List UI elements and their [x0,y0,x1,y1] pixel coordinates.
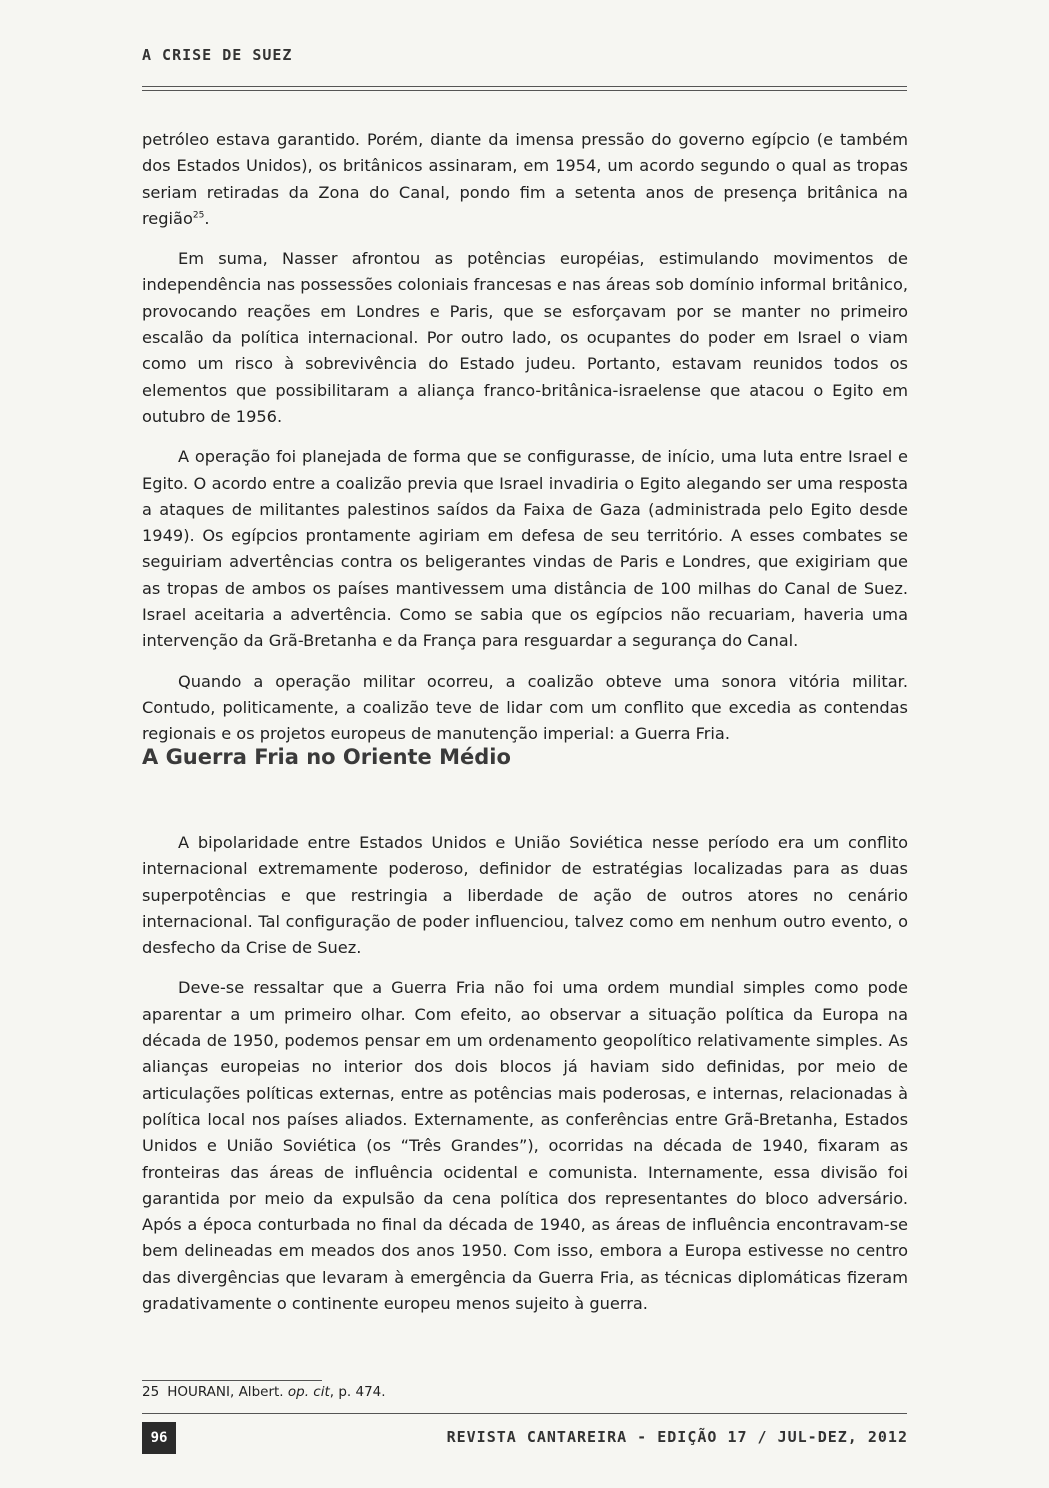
running-header-title: A CRISE DE SUEZ [142,46,293,64]
page-number: 96 [142,1422,176,1454]
body-text-lower [142,830,908,1331]
paragraph-5: A bipolaridade entre Estados Unidos e União Soviética nesse período era um conflito internacional extremamente poderoso, definidor de estratégias localizadas para as duas superpotências e que restringia a liberdade de ação de outros atores no cenário internacional. Tal configuração de poder influenciou, talvez como em nenhum outro evento, o desfecho da Crise de Suez. [142,833,908,958]
footer-rule [142,1413,907,1414]
paragraph-1-text: petróleo estava garantido. Porém, diante da imensa pressão do governo egípcio (e também dos Estados Unidos), os britânicos assinaram, em 1954, um acordo segundo o qual as tropas seriam retiradas da Zona do Canal, pondo fim a setenta anos de presença britânica na região [142,130,908,228]
header-rule-bottom [142,90,907,91]
paragraph-4: Quando a operação militar ocorreu, a coalizão obteve uma sonora vitória militar. Contudo, politicamente, a coalizão teve de lidar com um conflito que excedia as contendas regionais e os projetos europeus de manutenção imperial: a Guerra Fria. [142,671,908,744]
footnote-number: 25 [142,1384,160,1400]
header-rule-top [142,86,907,87]
footnote-ref-25[interactable]: 25 [192,210,205,221]
footnote-page: , p. 474. [329,1384,386,1400]
footnote-separator [142,1380,322,1381]
body-text-upper [142,127,908,762]
footnote-op-cit: op. cit [287,1384,330,1400]
paragraph-1 [142,127,908,232]
paragraph-3: A operação foi planejada de forma que se configurasse, de início, uma luta entre Israel e Egito. O acordo entre a coalizão previa que Israel invadiria o Egito alegando ser uma resposta a ataques de militantes palestinos saídos da Faixa de Gaza (administrada pelo Egito desde 1949). Os egípcios prontamente agiriam em defesa de seu território. A esses combates se seguiriam advertências contra os beligerantes vindas de Paris e Londres, que exigiriam que as tropas de ambos os países mantivessem uma distância de 100 milhas do Canal de Suez. Israel aceitaria a advertência. Como se sabia que os egípcios não recuariam, haveria uma intervenção da Grã-Bretanha e da França para resguardar a segurança do Canal. [142,447,908,651]
footnote-25 [142,1384,386,1400]
paragraph-6: Deve-se ressaltar que a Guerra Fria não foi uma ordem mundial simples como pode aparentar a um primeiro olhar. Com efeito, ao observar a situação política da Europa na década de 1950, podemos pensar em um ordenamento geopolítico relativamente simples. As alianças europeias no interior dos dois blocos já haviam sido definidas, por meio de articulações políticas externas, entre as potências mais poderosas, e internas, relacionadas à política local nos países aliados. Externamente, as conferências entre Grã-Bretanha, Estados Unidos e União Soviética (os “Três Grandes”), ocorridas na década de 1940, fixaram as fronteiras das áreas de influência ocidental e comunista. Internamente, essa divisão foi garantida por meio da expulsão da cena política dos representantes do bloco adversário. Após a época conturbada no final da década de 1940, as áreas de influência encontravam-se bem delineadas em meados dos anos 1950. Com isso, embora a Europa estivesse no centro das divergências que levaram à emergência da Guerra Fria, as técnicas diplomáticas fizeram gradativamente o continente europeu menos sujeito à guerra. [142,978,908,1314]
paragraph-2: Em suma, Nasser afrontou as potências européias, estimulando movimentos de independência nas possessões coloniais francesas e nas áreas sob domínio informal britânico, provocando reações em Londres e Paris, que se esforçavam por se manter no primeiro escalão da política internacional. Por outro lado, os ocupantes do poder em Israel o viam como um risco à sobrevivência do Estado judeu. Portanto, estavam reunidos todos os elementos que possibilitaram a aliança franco-britânica-israelense que atacou o Egito em outubro de 1956. [142,249,908,426]
journal-footer: REVISTA CANTAREIRA - EDIÇÃO 17 / JUL-DEZ, 2012 [446,1428,908,1446]
paragraph-1-end: . [204,208,210,228]
footnote-author: HOURANI, Albert. [167,1384,284,1400]
section-heading: A Guerra Fria no Oriente Médio [142,745,511,769]
